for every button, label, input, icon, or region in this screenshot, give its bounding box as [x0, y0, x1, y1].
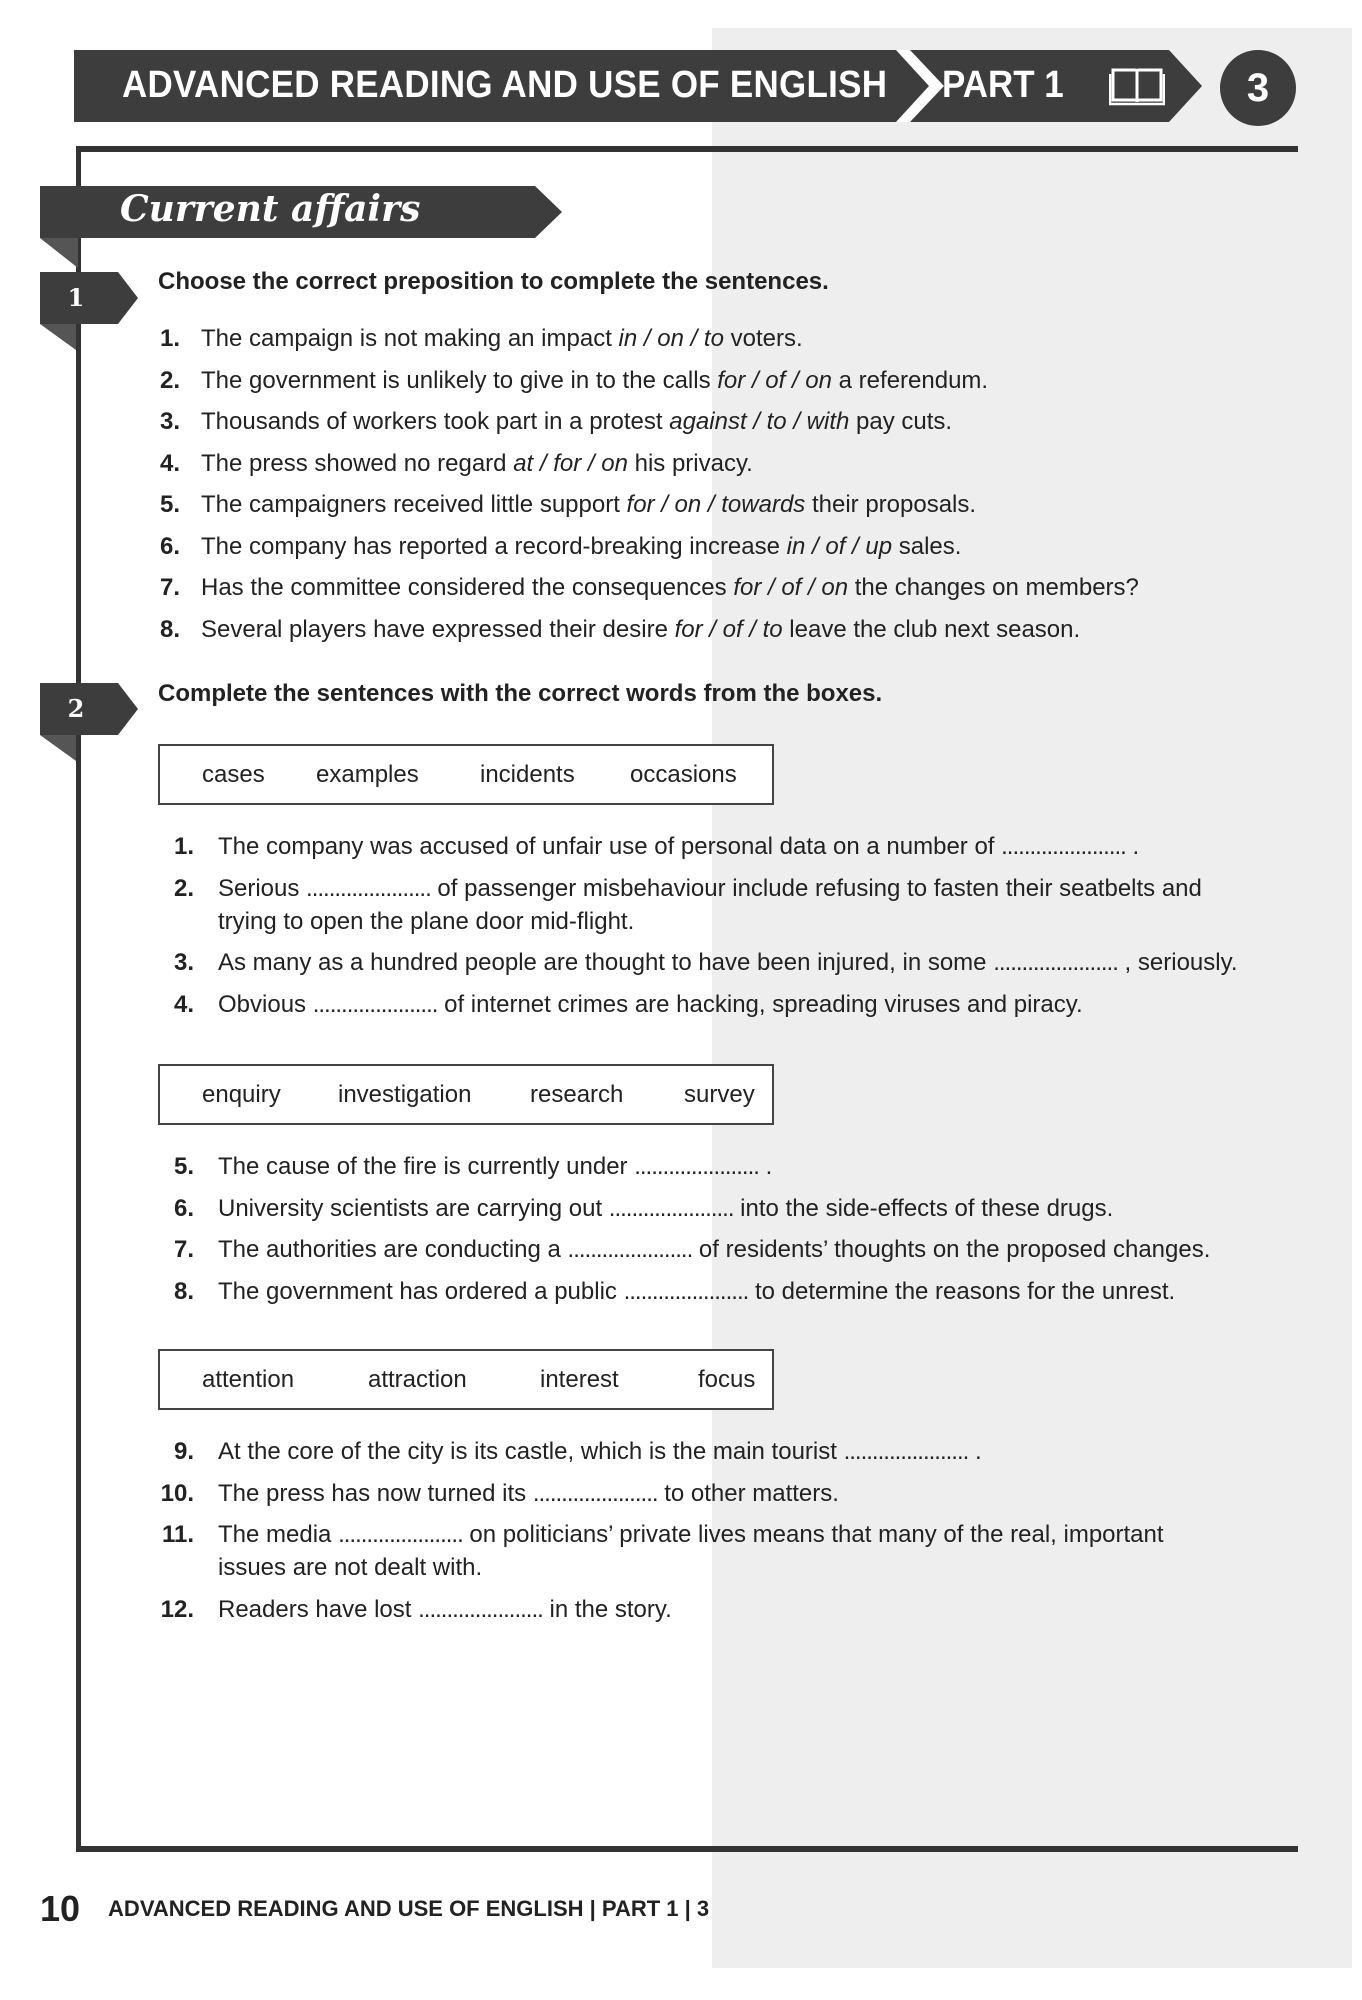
open-book-icon — [1109, 66, 1165, 106]
exercise-1-number: 1 — [67, 283, 85, 312]
word-box-word: incidents — [480, 761, 575, 788]
exercise-2-group-2 — [158, 1150, 1210, 1308]
exercise-2-instruction: Complete the sentences with the correct words from the boxes. — [158, 680, 883, 707]
exercise-1-list — [158, 322, 1139, 654]
footer-text: ADVANCED READING AND USE OF ENGLISH | PART 1 | 3 — [108, 1896, 710, 1921]
exercise-2-group-1 — [158, 830, 1237, 1021]
list-item: 4. The press showed no regard at / for / on his privacy. — [159, 449, 753, 477]
exercise-2-number: 2 — [67, 694, 85, 723]
list-item: 5. The campaigners received little support for / on / towards their proposals. — [159, 491, 977, 518]
page-footer — [40, 1888, 709, 1930]
list-item: 9. At the core of the city is its castle, which is the main tourist ...................... . — [173, 1438, 982, 1465]
word-box-word: examples — [316, 761, 419, 788]
word-box-word: research — [530, 1081, 624, 1108]
list-item: 1. The company was accused of unfair use of personal data on a number of ...................... . — [173, 833, 1140, 860]
word-box-word: cases — [202, 761, 265, 788]
word-box-3 — [158, 1349, 774, 1410]
section-title: Current affairs — [120, 188, 421, 230]
unit-number-badge: 3 — [1220, 50, 1296, 126]
word-box-word: focus — [698, 1366, 756, 1393]
list-item: 7. The authorities are conducting a ...................... of residents’ thoughts on the proposed changes. — [173, 1236, 1211, 1263]
list-item: 3. Thousands of workers took part in a protest against / to / with pay cuts. — [159, 408, 953, 435]
exercise-1-instruction: Choose the correct preposition to complete the sentences. — [158, 268, 829, 295]
header-part: PART 1 — [942, 64, 1064, 106]
list-item: 8. The government has ordered a public ...................... to determine the reasons for the unrest. — [173, 1277, 1176, 1305]
list-item: 6. University scientists are carrying out ...................... into the side-effects of these drugs. — [173, 1194, 1114, 1222]
list-item: 1. The campaign is not making an impact in / on / to voters. — [159, 325, 803, 352]
exercise-2-group-3 — [158, 1435, 1228, 1626]
word-box-2 — [158, 1064, 774, 1125]
exercise-2-tab-fold — [40, 735, 76, 761]
list-item: 7. Has the committee considered the consequences for / of / on the changes on members? — [159, 574, 1139, 601]
list-item: 11. The media ...................... on politicians’ private lives means that many of the real, important issues are not dealt with. — [161, 1521, 1164, 1581]
list-item: 10. The press has now turned its ...................... to other matters. — [160, 1479, 839, 1507]
list-item: 6. The company has reported a record-breaking increase in / of / up sales. — [159, 532, 962, 560]
list-item: 12. Readers have lost ...................... in the story. — [160, 1595, 672, 1623]
word-box-word: interest — [540, 1366, 619, 1393]
list-item: 2. Serious ...................... of passenger misbehaviour include refusing to fasten their seatbelts and trying to open the plane door mid-flight. — [173, 874, 1202, 935]
header-title: ADVANCED READING AND USE OF ENGLISH — [122, 64, 888, 106]
word-box-word: attraction — [368, 1366, 467, 1393]
page-number: 10 — [40, 1888, 81, 1929]
section-banner-fold — [40, 238, 78, 268]
list-item: 2. The government is unlikely to give in to the calls for / of / on a referendum. — [159, 366, 989, 394]
word-box-word: attention — [202, 1366, 295, 1393]
word-box-word: survey — [684, 1081, 755, 1108]
word-box-word: enquiry — [202, 1081, 281, 1108]
exercise-1-tab-fold — [40, 324, 76, 350]
list-item: 4. Obvious ...................... of internet crimes are hacking, spreading viruses and piracy. — [173, 990, 1083, 1018]
list-item: 5. The cause of the fire is currently under ...................... . — [173, 1153, 773, 1180]
list-item: 8. Several players have expressed their desire for / of / to leave the club next season. — [159, 615, 1081, 643]
list-item: 3. As many as a hundred people are thought to have been injured, in some ...................... , seriously. — [173, 949, 1238, 976]
page-header — [74, 50, 1304, 122]
word-box-1 — [158, 744, 774, 805]
word-box-word: occasions — [630, 761, 737, 788]
word-box-word: investigation — [338, 1081, 472, 1108]
